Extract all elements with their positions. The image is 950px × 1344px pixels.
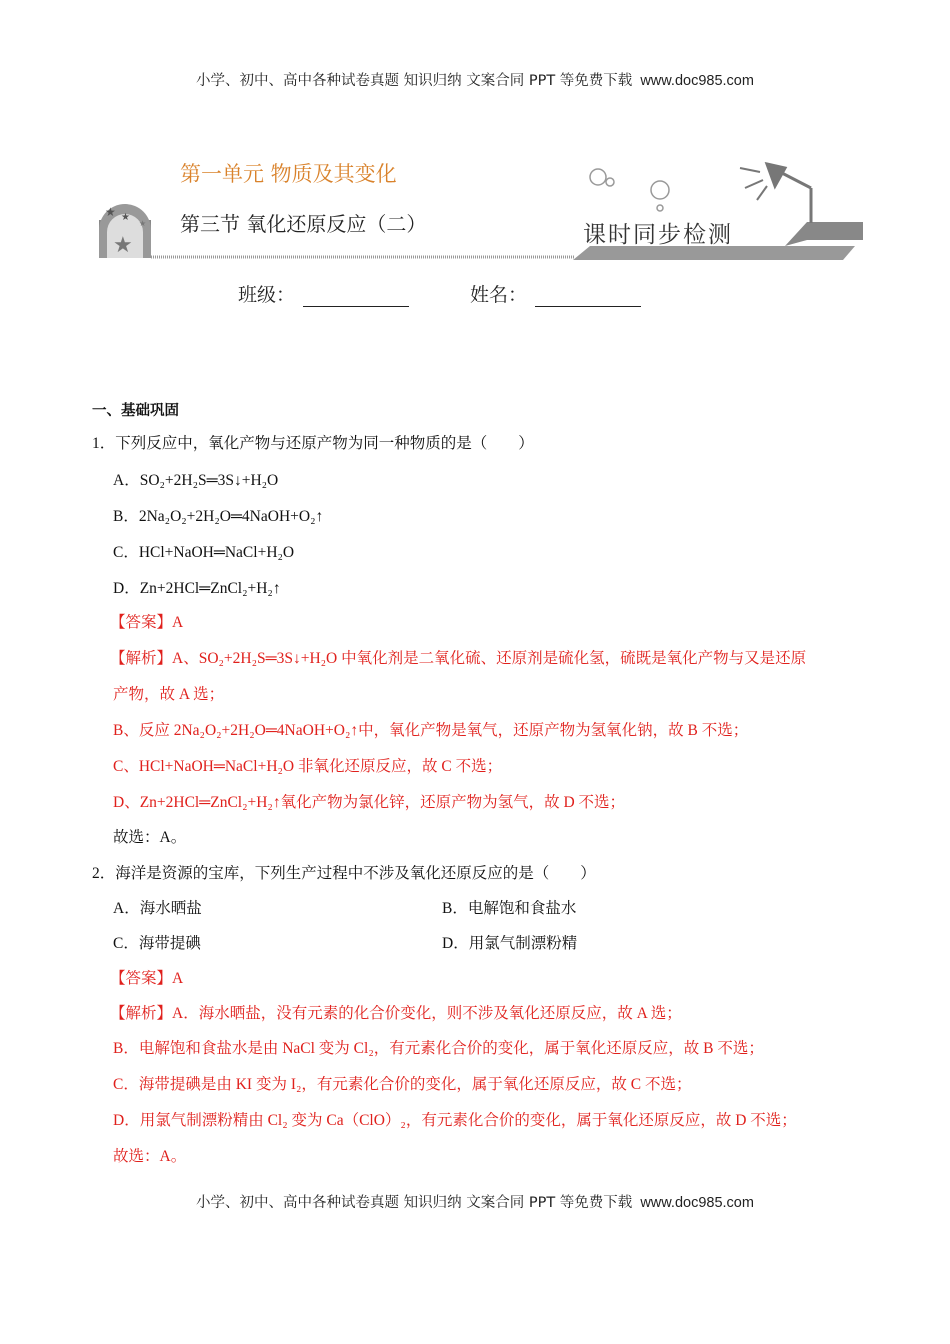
header-banner-url[interactable]: www.doc985.com	[640, 73, 754, 89]
class-field[interactable]	[238, 280, 409, 307]
q2-answer: 【答案】A	[110, 970, 184, 987]
name-label: 姓名：	[470, 284, 528, 306]
desk-lamp-icon	[740, 164, 811, 223]
q1-option-a: A．SO₂+2H₂S═3S↓+H₂O	[113, 472, 279, 489]
q2-analysis-line: C．海带提碘是由 KI 变为 I₂，有元素化合价的变化，属于氧化还原反应，故 C 不选；	[113, 1076, 692, 1093]
q1-option-c: C．HCl+NaOH═NaCl+H₂O	[113, 544, 295, 561]
question-1-stem: 1．下列反应中，氧化产物与还原产物为同一种物质的是（ ）	[92, 435, 534, 452]
header-banner	[0, 69, 950, 90]
name-blank[interactable]	[535, 286, 641, 307]
q1-analysis-line: 故选：A。	[113, 829, 187, 846]
q2-option-a: A．海水晒盐	[113, 900, 202, 917]
footer-banner-url[interactable]: www.doc985.com	[640, 1195, 754, 1211]
svg-text:★: ★	[139, 219, 147, 228]
q2-analysis-line: D．用氯气制漂粉精由 Cl₂ 变为 Ca（ClO）₂，有元素化合价的变化，属于氧化还原反应，故 D 不选；	[113, 1112, 797, 1129]
q1-option-b: B．2Na₂O₂+2H₂O═4NaOH+O₂↑	[113, 508, 324, 525]
part-heading: 一、基础巩固	[92, 403, 179, 419]
q2-analysis-line: 故选：A。	[113, 1148, 187, 1165]
class-blank[interactable]	[303, 286, 409, 307]
svg-text:★: ★	[113, 233, 133, 258]
q2-option-c: C．海带提碘	[113, 935, 201, 952]
footer-banner	[0, 1191, 950, 1212]
star-badge-icon	[99, 204, 151, 258]
q1-answer: 【答案】A	[110, 614, 184, 631]
footer-banner-text: 小学、初中、高中各种试卷真题 知识归纳 文案合同 PPT 等免费下载	[196, 1195, 633, 1211]
section-title: 第三节 氧化还原反应（二）	[180, 212, 427, 236]
svg-text:★: ★	[121, 212, 130, 223]
q1-analysis-line: B、反应 2Na₂O₂+2H₂O═4NaOH+O₂↑中，氧化产物是氧气，还原产物为氢氧化钠，故 B 不选；	[113, 722, 749, 739]
q1-analysis-line: 产物，故 A 选；	[113, 686, 225, 703]
q1-analysis-line: 【解析】A、SO₂+2H₂S═3S↓+H₂O 中氧化剂是二氧化硫、还原剂是硫化氢，硫既是氧化产物与又是还原	[110, 650, 807, 667]
q2-option-b: B．电解饱和食盐水	[442, 900, 577, 917]
q2-analysis-line: B．电解饱和食盐水是由 NaCl 变为 Cl₂，有元素化合价的变化，属于氧化还原反应，故 B 不选；	[113, 1040, 764, 1057]
header-banner-text: 小学、初中、高中各种试卷真题 知识归纳 文案合同 PPT 等免费下载	[196, 73, 633, 89]
question-2-stem: 2．海洋是资源的宝库，下列生产过程中不涉及氧化还原反应的是（ ）	[92, 865, 596, 882]
svg-text:★: ★	[105, 205, 116, 219]
class-label: 班级：	[238, 284, 296, 306]
bubbles-icon	[590, 169, 669, 211]
q1-analysis-line: C、HCl+NaOH═NaCl+H₂O 非氧化还原反应，故 C 不选；	[113, 758, 503, 775]
q2-option-d: D．用氯气制漂粉精	[442, 935, 578, 952]
q1-option-d: D．Zn+2HCl═ZnCl₂+H₂↑	[113, 580, 281, 597]
q2-analysis-line: 【解析】A．海水晒盐，没有元素的化合价变化，则不涉及氧化还原反应，故 A 选；	[110, 1005, 682, 1022]
name-field[interactable]	[470, 280, 641, 307]
unit-title: 第一单元 物质及其变化	[180, 162, 397, 186]
sync-check-badge: 课时同步检测	[583, 222, 733, 248]
q1-analysis-line: D、Zn+2HCl═ZnCl₂+H₂↑氧化产物为氯化锌，还原产物为氢气，故 D 不选；	[113, 794, 626, 811]
